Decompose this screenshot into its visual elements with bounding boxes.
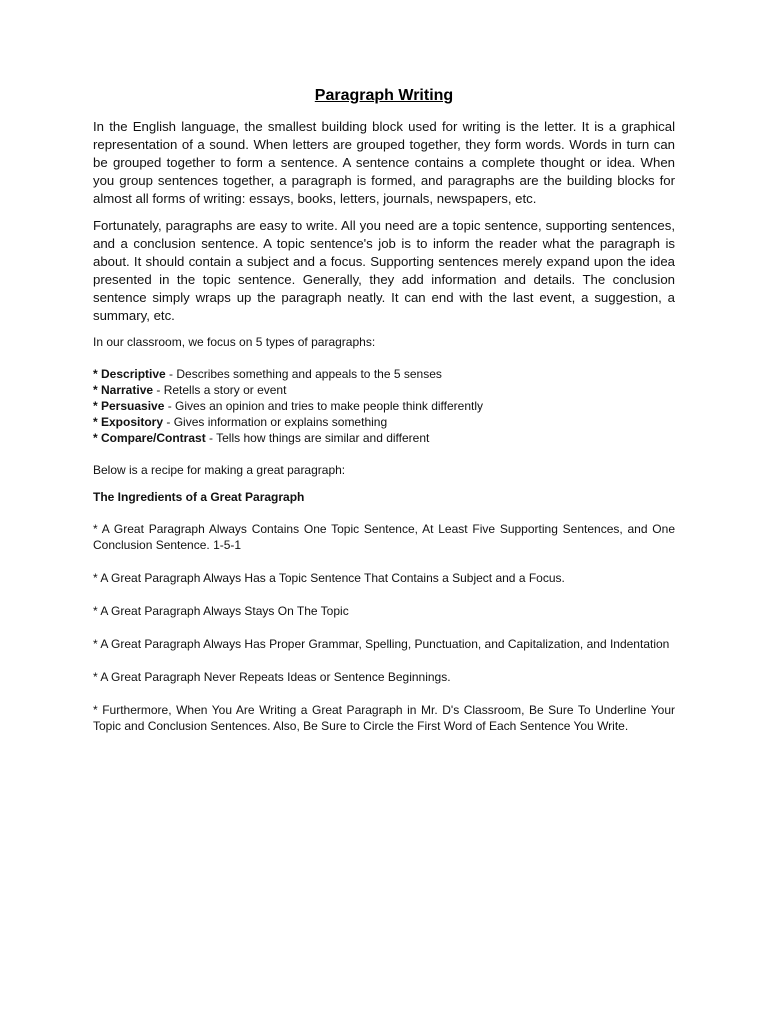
rule-item: * A Great Paragraph Always Contains One Topic Sentence, At Least Five Supporting Sentences, and One Conclusion Sentence. 1-5-1 — [93, 522, 675, 552]
paragraph-types-list — [93, 366, 675, 446]
rule-item: * Furthermore, When You Are Writing a Great Paragraph in Mr. D's Classroom, Be Sure To Underline Your Topic and Conclusion Sentences. Also, Be Sure to Circle the First Word of Each Sentence You Write. — [93, 703, 675, 733]
rule-item: * A Great Paragraph Never Repeats Ideas or Sentence Beginnings. — [93, 670, 451, 684]
rule-item: * A Great Paragraph Always Has Proper Grammar, Spelling, Punctuation, and Capitalization, and Indentation — [93, 637, 670, 651]
list-item — [93, 382, 675, 398]
type-name: * Expository — [93, 415, 164, 429]
body-paragraph-1: In the English language, the smallest building block used for writing is the letter. It is a graphical representation of a sound. When letters are grouped together, they form words. Words in turn can be grouped together to form a sentence. A sentence contains a complete thought or idea. When you group sentences together, a paragraph is formed, and paragraphs are the building blocks for almost all forms of writing: essays, books, letters, journals, newspapers, etc. — [93, 119, 675, 206]
rule-item: * A Great Paragraph Always Has a Topic Sentence That Contains a Subject and a Focus. — [93, 571, 565, 585]
type-name: * Compare/Contrast — [93, 431, 206, 445]
document-page — [93, 86, 675, 751]
list-item — [93, 398, 675, 414]
document-title: Paragraph Writing — [314, 87, 454, 104]
recipe-intro: Below is a recipe for making a great paragraph: — [93, 463, 346, 477]
type-description: - Retells a story or event — [153, 383, 287, 397]
list-item — [93, 414, 675, 430]
ingredients-heading: The Ingredients of a Great Paragraph — [93, 490, 305, 504]
list-item — [93, 430, 675, 446]
list-item — [93, 366, 675, 382]
type-name: * Narrative — [93, 383, 154, 397]
type-description: - Gives information or explains something — [163, 415, 388, 429]
body-paragraph-2: Fortunately, paragraphs are easy to write. All you need are a topic sentence, supporting sentences, and a conclusion sentence. A topic sentence's job is to inform the reader what the paragraph is about. It should contain a subject and a focus. Supporting sentences merely expand upon the idea presented in the topic sentence. Generally, they add information and details. The conclusion sentence simply wraps up the paragraph neatly. It can end with the last event, a suggestion, a summary, etc. — [93, 218, 675, 323]
type-description: - Gives an opinion and tries to make people think differently — [164, 399, 484, 413]
types-intro: In our classroom, we focus on 5 types of paragraphs: — [93, 335, 376, 349]
type-description: - Tells how things are similar and different — [205, 431, 430, 445]
type-name: * Persuasive — [93, 399, 165, 413]
type-name: * Descriptive — [93, 367, 166, 381]
rule-item: * A Great Paragraph Always Stays On The Topic — [93, 604, 349, 618]
type-description: - Describes something and appeals to the 5 senses — [165, 367, 442, 381]
